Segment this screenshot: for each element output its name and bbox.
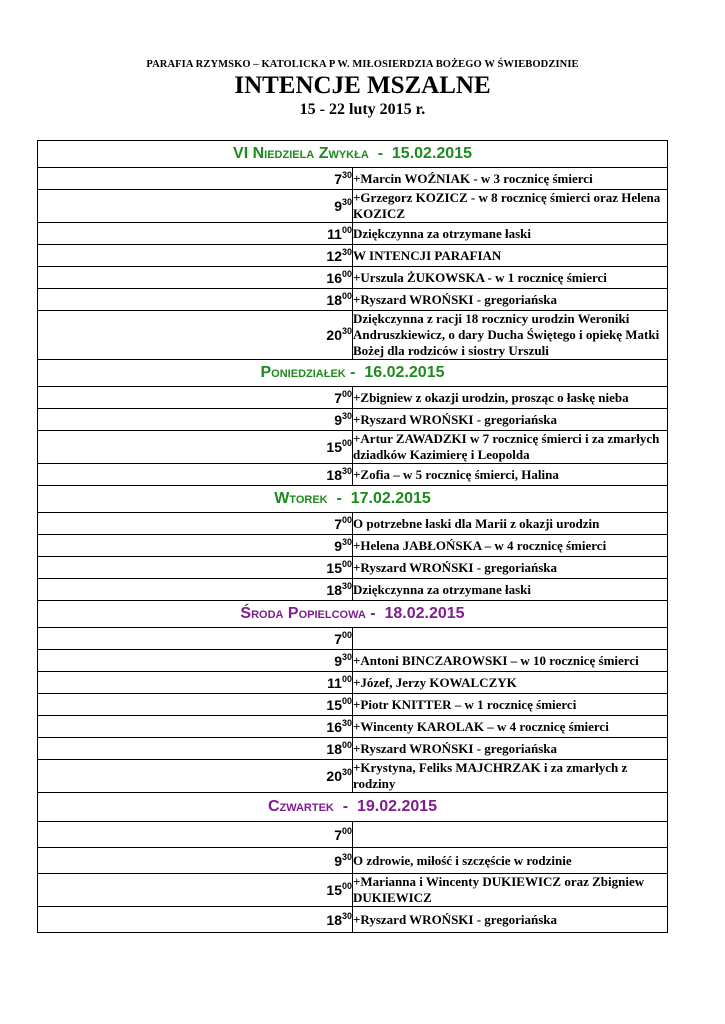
day-header-row: [38, 601, 668, 628]
mass-time: [38, 409, 353, 431]
mass-time: [38, 245, 353, 267]
mass-row: [38, 579, 668, 601]
mass-time: [38, 579, 353, 601]
mass-time: [38, 557, 353, 579]
mass-intention: +Ryszard WROŃSKI - gregoriańska: [353, 289, 668, 311]
mass-time: [38, 822, 353, 848]
mass-time: [38, 650, 353, 672]
mass-row: [38, 409, 668, 431]
mass-intention: [353, 822, 668, 848]
mass-hour: 11: [327, 674, 342, 691]
day-separator: -: [345, 364, 365, 381]
day-separator: -: [333, 798, 357, 815]
mass-hour: 18: [326, 581, 342, 598]
mass-minutes: 00: [341, 388, 352, 399]
mass-intention: +Wincenty KAROLAK – w 4 rocznicę śmierci: [353, 716, 668, 738]
parish-name: PARAFIA RZYMSKO – KATOLICKA P W. MIŁOSIERDZIA BOŻEGO W ŚWIEBODZINIE: [146, 59, 579, 70]
mass-row: [38, 822, 668, 848]
mass-time: [38, 387, 353, 409]
mass-intention: +Urszula ŻUKOWSKA - w 1 rocznicę śmierci: [353, 267, 668, 289]
mass-hour: 16: [326, 269, 342, 286]
mass-intention: +Piotr KNITTER – w 1 rocznicę śmierci: [353, 694, 668, 716]
mass-minutes: 00: [341, 695, 352, 706]
day-separator: -: [327, 490, 351, 507]
day-header-row: [38, 486, 668, 513]
mass-intention: +Grzegorz KOZICZ - w 8 rocznicę śmierci oraz Helena KOZICZ: [353, 190, 668, 223]
mass-row: [38, 190, 668, 223]
mass-row: [38, 628, 668, 650]
mass-hour: 20: [326, 768, 342, 784]
mass-time: [38, 716, 353, 738]
mass-hour: 15: [326, 882, 342, 898]
mass-time: [38, 513, 353, 535]
mass-intention: +Marcin WOŹNIAK - w 3 rocznicę śmierci: [353, 168, 668, 190]
mass-row: [38, 672, 668, 694]
mass-intention: +Ryszard WROŃSKI - gregoriańska: [353, 738, 668, 760]
day-header: [38, 360, 668, 387]
mass-row: [38, 907, 668, 933]
mass-intention: +Krystyna, Feliks MAJCHRZAK i za zmarłych z rodziny: [353, 760, 668, 793]
day-name: VI Niedziela Zwykła: [233, 145, 369, 162]
mass-intention: Dziękczynna za otrzymane łaski: [353, 579, 668, 601]
mass-intention: +Antoni BINCZAROWSKI – w 10 rocznicę śmierci: [353, 650, 668, 672]
mass-time: [38, 628, 353, 650]
mass-row: [38, 245, 668, 267]
mass-intention: +Ryszard WROŃSKI - gregoriańska: [353, 409, 668, 431]
mass-minutes: 30: [341, 326, 352, 336]
mass-intention: +Ryszard WROŃSKI - gregoriańska: [353, 907, 668, 933]
mass-hour: 7: [334, 170, 342, 187]
mass-hour: 9: [334, 652, 342, 669]
mass-row: [38, 431, 668, 464]
mass-row: [38, 464, 668, 486]
mass-time: [38, 311, 353, 360]
mass-time: [38, 738, 353, 760]
mass-minutes: 00: [341, 438, 352, 448]
mass-row: [38, 311, 668, 360]
day-name: Wtorek: [274, 490, 328, 507]
mass-minutes: 00: [341, 290, 352, 301]
mass-hour: 12: [326, 247, 342, 264]
mass-row: [38, 267, 668, 289]
page-title: INTENCJE MSZALNE: [234, 72, 491, 99]
mass-minutes: 30: [341, 767, 352, 777]
mass-row: [38, 738, 668, 760]
mass-intention: O potrzebne łaski dla Marii z okazji urodzin: [353, 513, 668, 535]
mass-row: [38, 289, 668, 311]
mass-time: [38, 874, 353, 907]
mass-intention: +Ryszard WROŃSKI - gregoriańska: [353, 557, 668, 579]
mass-intention: W INTENCJI PARAFIAN: [353, 245, 668, 267]
day-name: Czwartek: [267, 798, 334, 815]
mass-minutes: 00: [341, 224, 352, 235]
mass-row: [38, 874, 668, 907]
mass-row: [38, 760, 668, 793]
day-header: [38, 141, 668, 168]
mass-time: [38, 760, 353, 793]
mass-intention: +Zofia – w 5 rocznicę śmierci, Halina: [353, 464, 668, 486]
mass-hour: 15: [326, 696, 342, 713]
mass-row: [38, 535, 668, 557]
mass-intention: +Marianna i Wincenty DUKIEWICZ oraz Zbigniew DUKIEWICZ: [353, 874, 668, 907]
mass-intention: +Zbigniew z okazji urodzin, prosząc o łaskę nieba: [353, 387, 668, 409]
mass-time: [38, 848, 353, 874]
mass-minutes: 00: [341, 514, 352, 525]
mass-minutes: 30: [341, 851, 352, 862]
mass-time: [38, 464, 353, 486]
mass-minutes: 00: [341, 739, 352, 750]
day-date: 17.02.2015: [350, 490, 431, 507]
mass-minutes: 00: [341, 825, 352, 836]
mass-hour: 9: [334, 198, 342, 214]
mass-hour: 16: [326, 718, 342, 735]
mass-row: [38, 223, 668, 245]
day-header-row: [38, 360, 668, 387]
mass-row: [38, 513, 668, 535]
mass-time: [38, 694, 353, 716]
day-header: [38, 601, 668, 628]
mass-row: [38, 848, 668, 874]
mass-row: [38, 694, 668, 716]
mass-minutes: 30: [341, 910, 352, 921]
mass-minutes: 30: [341, 169, 352, 180]
mass-row: [38, 650, 668, 672]
mass-minutes: 00: [341, 268, 352, 279]
mass-hour: 7: [334, 515, 342, 532]
day-header-row: [38, 793, 668, 822]
mass-minutes: 30: [341, 580, 352, 591]
mass-minutes: 30: [341, 246, 352, 257]
day-date: 15.02.2015: [391, 145, 472, 162]
mass-intention: Dziękczynna z racji 18 rocznicy urodzin Weroniki Andruszkiewicz, o dary Ducha Świętego i opiekę Matki Bożej dla rodziców i siostry Urszuli: [353, 311, 668, 360]
mass-hour: 18: [326, 466, 342, 483]
day-separator: -: [368, 145, 392, 162]
mass-intention: +Helena JABŁOŃSKA – w 4 rocznicę śmierci: [353, 535, 668, 557]
mass-minutes: 30: [341, 410, 352, 421]
intentions-body: [38, 141, 668, 933]
date-range: 15 - 22 luty 2015 r.: [299, 101, 426, 118]
mass-time: [38, 168, 353, 190]
mass-intention: [353, 628, 668, 650]
day-date: 18.02.2015: [384, 605, 465, 622]
mass-time: [38, 223, 353, 245]
mass-row: [38, 557, 668, 579]
mass-minutes: 00: [341, 673, 352, 684]
mass-minutes: 30: [341, 717, 352, 728]
mass-hour: 18: [326, 911, 342, 928]
mass-intention: +Artur ZAWADZKI w 7 rocznicę śmierci i za zmarłych dziadków Kazimierę i Leopolda: [353, 431, 668, 464]
mass-time: [38, 431, 353, 464]
mass-time: [38, 190, 353, 223]
mass-time: [38, 535, 353, 557]
mass-hour: 9: [334, 411, 342, 428]
mass-minutes: 30: [341, 651, 352, 662]
mass-intention: +Józef, Jerzy KOWALCZYK: [353, 672, 668, 694]
mass-row: [38, 168, 668, 190]
mass-minutes: 00: [341, 558, 352, 569]
mass-time: [38, 267, 353, 289]
mass-time: [38, 907, 353, 933]
mass-hour: 11: [327, 225, 342, 242]
mass-minutes: 30: [341, 197, 352, 207]
mass-time: [38, 672, 353, 694]
day-date: 19.02.2015: [356, 798, 438, 815]
mass-hour: 18: [326, 291, 342, 308]
day-name: Środa Popielcowa: [240, 605, 366, 622]
mass-hour: 9: [334, 852, 342, 869]
mass-minutes: 30: [341, 465, 352, 476]
day-date: 16.02.2015: [364, 364, 445, 381]
mass-intention: Dziękczynna za otrzymane łaski: [353, 223, 668, 245]
mass-row: [38, 387, 668, 409]
mass-hour: 18: [326, 740, 342, 757]
mass-minutes: 00: [341, 629, 352, 640]
mass-hour: 20: [326, 327, 342, 343]
mass-time: [38, 289, 353, 311]
intentions-table: [37, 140, 668, 933]
mass-row: [38, 716, 668, 738]
mass-hour: 7: [334, 630, 342, 647]
day-header: [38, 486, 668, 513]
mass-minutes: 30: [341, 536, 352, 547]
day-name: Poniedziałek: [260, 364, 346, 381]
day-separator: -: [365, 605, 385, 622]
mass-hour: 7: [334, 389, 342, 406]
day-header: [38, 793, 668, 822]
mass-hour: 9: [334, 537, 342, 554]
mass-intention: O zdrowie, miłość i szczęście w rodzinie: [353, 848, 668, 874]
mass-hour: 7: [334, 826, 342, 843]
mass-hour: 15: [326, 439, 342, 455]
mass-minutes: 00: [341, 881, 352, 891]
mass-hour: 15: [326, 559, 342, 576]
day-header-row: [38, 141, 668, 168]
